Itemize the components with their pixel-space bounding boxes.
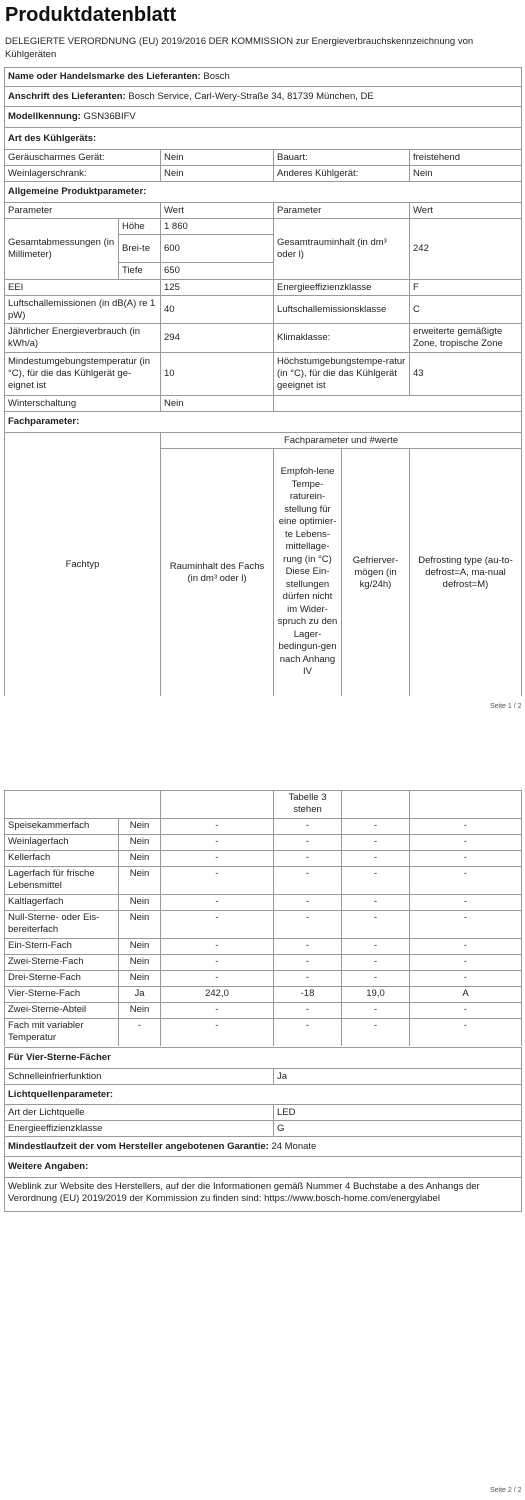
compartment-freeze: - xyxy=(341,910,409,938)
defrost-header: Defrosting type (au-to-defrost=A, ma-nual defrost=M) xyxy=(409,448,522,696)
construction-value: freistehend xyxy=(409,149,522,165)
compartment-volume: - xyxy=(160,894,273,910)
compartment-present: Nein xyxy=(118,954,160,970)
regulation-subtitle: DELEGIERTE VERORDNUNG (EU) 2019/2016 DER KOMMISSION zur Energieverbrauchskennzeichnung von Kühlgeräten xyxy=(5,36,474,60)
compartment-present: Nein xyxy=(118,834,160,850)
compartment-defrost: - xyxy=(409,818,522,834)
compartment-present: Nein xyxy=(118,818,160,834)
value-header: Wert xyxy=(160,202,273,218)
device-type-heading: Art des Kühlgeräts: xyxy=(4,127,522,149)
compartment-volume: - xyxy=(160,818,273,834)
compartment-temperature: - xyxy=(273,866,341,894)
compartment-defrost: - xyxy=(409,850,522,866)
light-class-value: G xyxy=(273,1120,522,1136)
eei-label: EEI xyxy=(4,279,160,295)
compartment-temperature: - xyxy=(273,834,341,850)
compartment-volume: 242,0 xyxy=(160,986,273,1002)
freeze-header-cont xyxy=(341,790,409,818)
param-header-2: Parameter xyxy=(273,202,409,218)
noise-value: 40 xyxy=(160,295,273,323)
climate-class-value: erweiterte gemäßigte Zone, tropische Zone xyxy=(409,323,522,352)
depth-label: Tiefe xyxy=(118,262,160,279)
compartment-freeze: - xyxy=(341,894,409,910)
compartment-group-header: Fachparameter und #werte xyxy=(160,432,522,448)
address-label: Anschrift des Lieferanten: xyxy=(8,90,126,102)
compartment-defrost: - xyxy=(409,938,522,954)
compartment-volume: - xyxy=(160,970,273,986)
freeze-header: Gefrierver-mögen (in kg/24h) xyxy=(341,448,409,696)
min-temp-value: 10 xyxy=(160,352,273,395)
compartment-temperature: - xyxy=(273,818,341,834)
winter-empty xyxy=(273,395,522,411)
address-value: Bosch Service, Carl-Wery-Straße 34, 81739 München, DE xyxy=(128,90,374,102)
page-number-2: Seite 2 / 2 xyxy=(490,1487,522,1494)
compartment-volume: - xyxy=(160,1002,273,1018)
compartment-volume: - xyxy=(160,850,273,866)
compartment-temperature: - xyxy=(273,1018,341,1046)
further-heading: Weitere Angaben: xyxy=(4,1156,522,1177)
other-device-value: Nein xyxy=(409,165,522,181)
climate-class-label: Klimaklasse: xyxy=(273,323,409,352)
width-value: 600 xyxy=(160,234,273,262)
compartment-name: Kellerfach xyxy=(4,850,118,866)
compartment-name: Weinlagerfach xyxy=(4,834,118,850)
noise-class-label: Luftschallemissionsklasse xyxy=(273,295,409,323)
compartment-name: Zwei-Sterne-Abteil xyxy=(4,1002,118,1018)
compartment-volume: - xyxy=(160,910,273,938)
compartment-freeze: - xyxy=(341,938,409,954)
compartment-defrost: - xyxy=(409,910,522,938)
compartment-present: Nein xyxy=(118,938,160,954)
winter-value: Nein xyxy=(160,395,273,411)
compartment-name: Kaltlagerfach xyxy=(4,894,118,910)
compartment-present: - xyxy=(118,1018,160,1046)
compartment-defrost: - xyxy=(409,1018,522,1046)
other-device-label: Anderes Kühlgerät: xyxy=(273,165,409,181)
compartment-volume: - xyxy=(160,938,273,954)
max-temp-label: Höchstumgebungstempe-ratur (in °C), für die das Kühlgerät geeignet ist xyxy=(273,352,409,395)
compartment-freeze: - xyxy=(341,970,409,986)
param-header: Parameter xyxy=(4,202,160,218)
compartment-volume: - xyxy=(160,1018,273,1046)
warranty-row xyxy=(4,1136,522,1156)
temperature-header-cont: Tabelle 3 stehen xyxy=(273,790,341,818)
further-text: Weblink zur Website des Herstellers, auf der die Informationen gemäß Nummer 4 Buchstabe a des Anhangs der Verordnung (EU) 2019/2019 der Kommission zu finden sind: https://www.bosch-home.com/energylabel xyxy=(4,1177,522,1212)
volume-header-cont xyxy=(160,790,273,818)
supplier-label: Name oder Handelsmarke des Lieferanten: xyxy=(8,71,201,82)
temperature-header: Empfoh-lene Tempe-raturein-stellung für eine optimier-te Lebens-mittellage-rung (in °C) Diese Ein-stellungen dürfen nicht im Wider-spruch zu den Lager-bedingun-gen nach Anhang IV xyxy=(273,448,341,696)
compartment-freeze: - xyxy=(341,866,409,894)
quiet-device-value: Nein xyxy=(160,149,273,165)
energy-class-label: Energieeffizienzklasse xyxy=(273,279,409,295)
compartment-defrost: - xyxy=(409,866,522,894)
compartment-freeze: - xyxy=(341,834,409,850)
light-type-value: LED xyxy=(273,1104,522,1120)
compartment-freeze: - xyxy=(341,1002,409,1018)
compartment-defrost: A xyxy=(409,986,522,1002)
compartment-temperature: -18 xyxy=(273,986,341,1002)
compartment-name: Ein-Stern-Fach xyxy=(4,938,118,954)
depth-value: 650 xyxy=(160,262,273,279)
page-1 xyxy=(0,0,525,740)
four-star-heading: Für Vier-Sterne-Fächer xyxy=(4,1047,522,1068)
compartment-present: Ja xyxy=(118,986,160,1002)
volume-value: 242 xyxy=(409,218,522,279)
compartment-freeze: - xyxy=(341,850,409,866)
compartment-name: Fach mit variabler Temperatur xyxy=(4,1018,118,1046)
compartment-temperature: - xyxy=(273,894,341,910)
compartment-temperature: - xyxy=(273,954,341,970)
light-heading: Lichtquellenparameter: xyxy=(4,1084,522,1104)
compartment-name: Lagerfach für frische Lebensmittel xyxy=(4,866,118,894)
volume-label: Gesamtrauminhalt (in dm³ oder l) xyxy=(273,218,409,279)
compartment-present: Nein xyxy=(118,894,160,910)
supplier-value: Bosch xyxy=(203,71,230,82)
compartment-defrost: - xyxy=(409,954,522,970)
compartment-defrost: - xyxy=(409,970,522,986)
compartment-defrost: - xyxy=(409,1002,522,1018)
compartment-type-header: Fachtyp xyxy=(4,432,160,696)
compartment-present: Nein xyxy=(118,910,160,938)
compartment-name: Zwei-Sterne-Fach xyxy=(4,954,118,970)
model-value: GSN36BIFV xyxy=(83,111,136,122)
compartment-freeze: - xyxy=(341,954,409,970)
general-heading: Allgemeine Produktparameter: xyxy=(4,181,522,202)
value-header-2: Wert xyxy=(409,202,522,218)
width-label: Brei-te xyxy=(118,234,160,262)
compartment-present: Nein xyxy=(118,1002,160,1018)
warranty-value: 24 Monate xyxy=(271,1140,317,1152)
noise-label: Luftschallemissionen (in dB(A) re 1 pW) xyxy=(4,295,160,323)
light-type-label: Art der Lichtquelle xyxy=(4,1104,273,1120)
compartment-defrost: - xyxy=(409,894,522,910)
annual-energy-value: 294 xyxy=(160,323,273,352)
wine-cabinet-value: Nein xyxy=(160,165,273,181)
dimensions-label: Gesamtabmessungen (in Millimeter) xyxy=(4,218,118,279)
volume-header: Rauminhalt des Fachs (in dm³ oder l) xyxy=(160,448,273,696)
min-temp-label: Mindestumgebungstemperatur (in °C), für die das Kühlgerät ge-eignet ist xyxy=(4,352,160,395)
quiet-device-label: Geräuscharmes Gerät: xyxy=(4,149,160,165)
compartment-temperature: - xyxy=(273,1002,341,1018)
compartment-name: Drei-Sterne-Fach xyxy=(4,970,118,986)
compartment-temperature: - xyxy=(273,970,341,986)
compartment-present: Nein xyxy=(118,850,160,866)
compartment-temperature: - xyxy=(273,910,341,938)
type-header-cont xyxy=(4,790,160,818)
eei-value: 125 xyxy=(160,279,273,295)
defrost-header-cont xyxy=(409,790,522,818)
compartment-freeze: - xyxy=(341,818,409,834)
light-class-label: Energieeffizienzklasse xyxy=(4,1120,273,1136)
energy-class-value: F xyxy=(409,279,522,295)
quick-freeze-value: Ja xyxy=(273,1068,522,1084)
annual-energy-label: Jährlicher Energieverbrauch (in kWh/a) xyxy=(4,323,160,352)
quick-freeze-label: Schnelleinfrierfunktion xyxy=(4,1068,273,1084)
wine-cabinet-label: Weinlagerschrank: xyxy=(4,165,160,181)
construction-label: Bauart: xyxy=(273,149,409,165)
compartment-freeze: 19,0 xyxy=(341,986,409,1002)
compartment-temperature: - xyxy=(273,938,341,954)
page-title: Produktdatenblatt xyxy=(5,4,177,26)
model-label: Modellkennung: xyxy=(8,111,81,122)
height-label: Höhe xyxy=(118,218,160,234)
address-row xyxy=(4,86,522,106)
compartment-name: Speisekammerfach xyxy=(4,818,118,834)
page-2 xyxy=(0,750,525,1500)
compartment-present: Nein xyxy=(118,970,160,986)
compartment-present: Nein xyxy=(118,866,160,894)
model-row xyxy=(4,106,522,127)
compartment-volume: - xyxy=(160,954,273,970)
compartment-defrost: - xyxy=(409,834,522,850)
compartments-heading: Fachparameter: xyxy=(4,411,522,432)
compartment-volume: - xyxy=(160,834,273,850)
supplier-row xyxy=(4,67,522,86)
winter-label: Winterschaltung xyxy=(4,395,160,411)
compartment-name: Null-Sterne- oder Eis-bereiterfach xyxy=(4,910,118,938)
max-temp-value: 43 xyxy=(409,352,522,395)
compartment-freeze: - xyxy=(341,1018,409,1046)
height-value: 1 860 xyxy=(160,218,273,234)
compartment-temperature: - xyxy=(273,850,341,866)
page-number-1: Seite 1 / 2 xyxy=(490,703,522,710)
compartment-volume: - xyxy=(160,866,273,894)
compartment-name: Vier-Sterne-Fach xyxy=(4,986,118,1002)
noise-class-value: C xyxy=(409,295,522,323)
warranty-label: Mindestlaufzeit der vom Hersteller angebotenen Garantie: xyxy=(8,1140,269,1152)
